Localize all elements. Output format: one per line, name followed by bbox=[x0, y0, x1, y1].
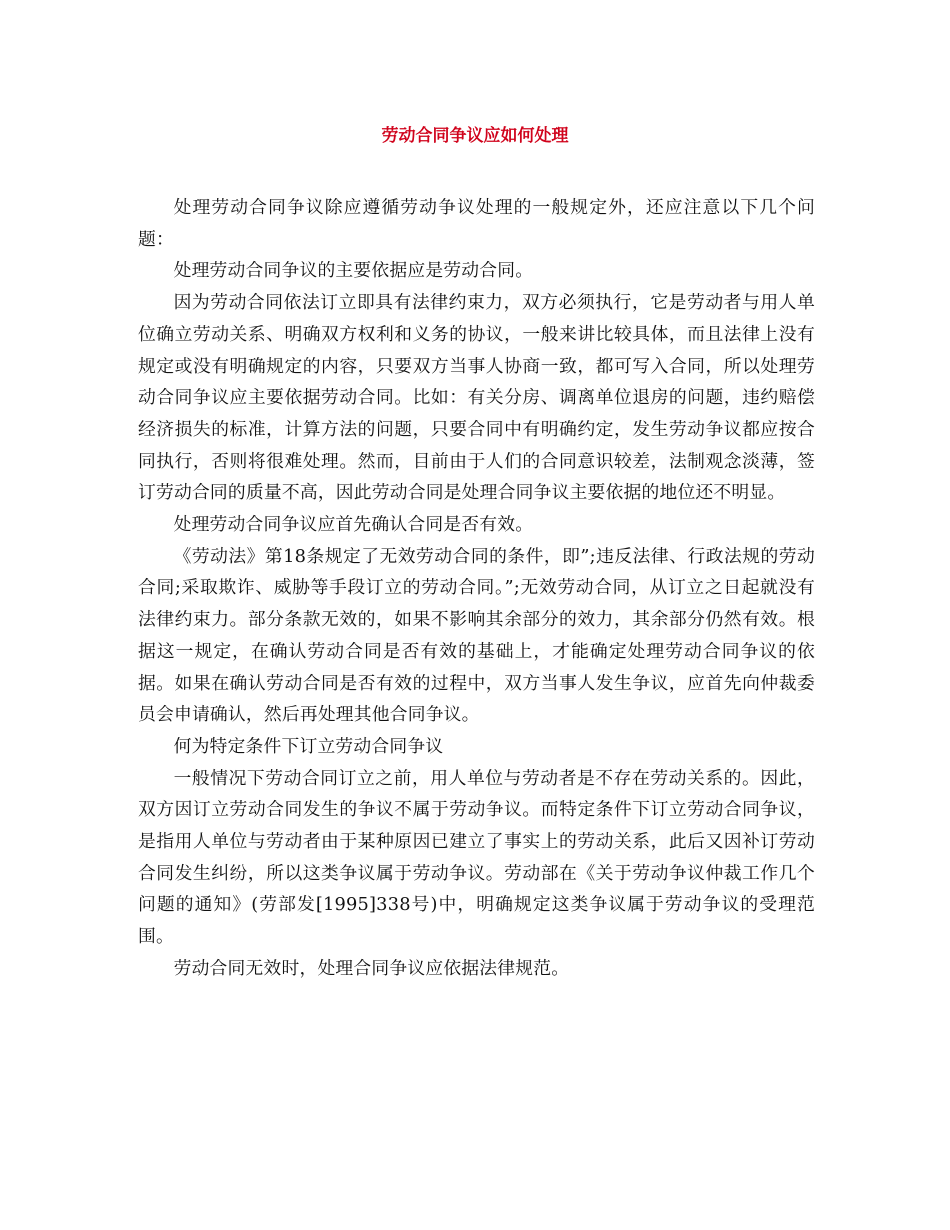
paragraph-heading-basis: 处理劳动合同争议的主要依据应是劳动合同。 bbox=[173, 260, 534, 282]
paragraph-heading-invalid: 劳动合同无效时，处理合同争议应依据法律规范。 bbox=[173, 957, 570, 979]
paragraph-validity-detail: 《劳动法》第18条规定了无效劳动合同的条件，即”;违反法律、行政法规的劳动合同;采取欺诈、威胁等手段订立的劳动合同。”;无效劳动合同，从订立之日起就没有法律约束力。部分条款无效的，如果不影响其余部分的效力，其余部分仍然有效。根据这一规定，在确认劳动合同是否有效的基础上，才能确定处理劳动合同争议的依据。如果在确认劳动合同是否有效的过程中，双方当事人发生争议，应首先向仲裁委员会申请确认，然后再处理其他合同争议。 bbox=[138, 545, 815, 726]
paragraph-intro: 处理劳动合同争议除应遵循劳动争议处理的一般规定外，还应注意以下几个问题： bbox=[138, 197, 815, 250]
paragraph-heading-special: 何为特定条件下订立劳动合同争议 bbox=[173, 735, 444, 757]
paragraph-basis-detail: 因为劳动合同依法订立即具有法律约束力，双方必须执行，它是劳动者与用人单位确立劳动关系、明确双方权利和义务的协议，一般来讲比较具体，而且法律上没有规定或没有明确规定的内容，只要双方当事人协商一致，都可写入合同，所以处理劳动合同争议应主要依据劳动合同。比如：有关分房、调离单位退房的问题，违约赔偿经济损失的标准，计算方法的问题，只要合同中有明确约定，发生劳动争议都应按合同执行，否则将很难处理。然而，目前由于人们的合同意识较差，法制观念淡薄，签订劳动合同的质量不高，因此劳动合同是处理合同争议主要依据的地位还不明显。 bbox=[138, 292, 815, 504]
paragraph-special-detail: 一般情况下劳动合同订立之前，用人单位与劳动者是不存在劳动关系的。因此，双方因订立劳动合同发生的争议不属于劳动争议。而特定条件下订立劳动合同争议，是指用人单位与劳动者由于某种原因已建立了事实上的劳动关系，此后又因补订劳动合同发生纠纷，所以这类争议属于劳动争议。劳动部在《关于劳动争议仲裁工作几个问题的通知》(劳部发[1995]338号)中，明确规定这类争议属于劳动争议的受理范围。 bbox=[138, 767, 815, 948]
document-body bbox=[138, 192, 815, 985]
document-title: 劳动合同争议应如何处理 bbox=[381, 126, 569, 146]
paragraph-heading-validity: 处理劳动合同争议应首先确认合同是否有效。 bbox=[173, 514, 534, 536]
